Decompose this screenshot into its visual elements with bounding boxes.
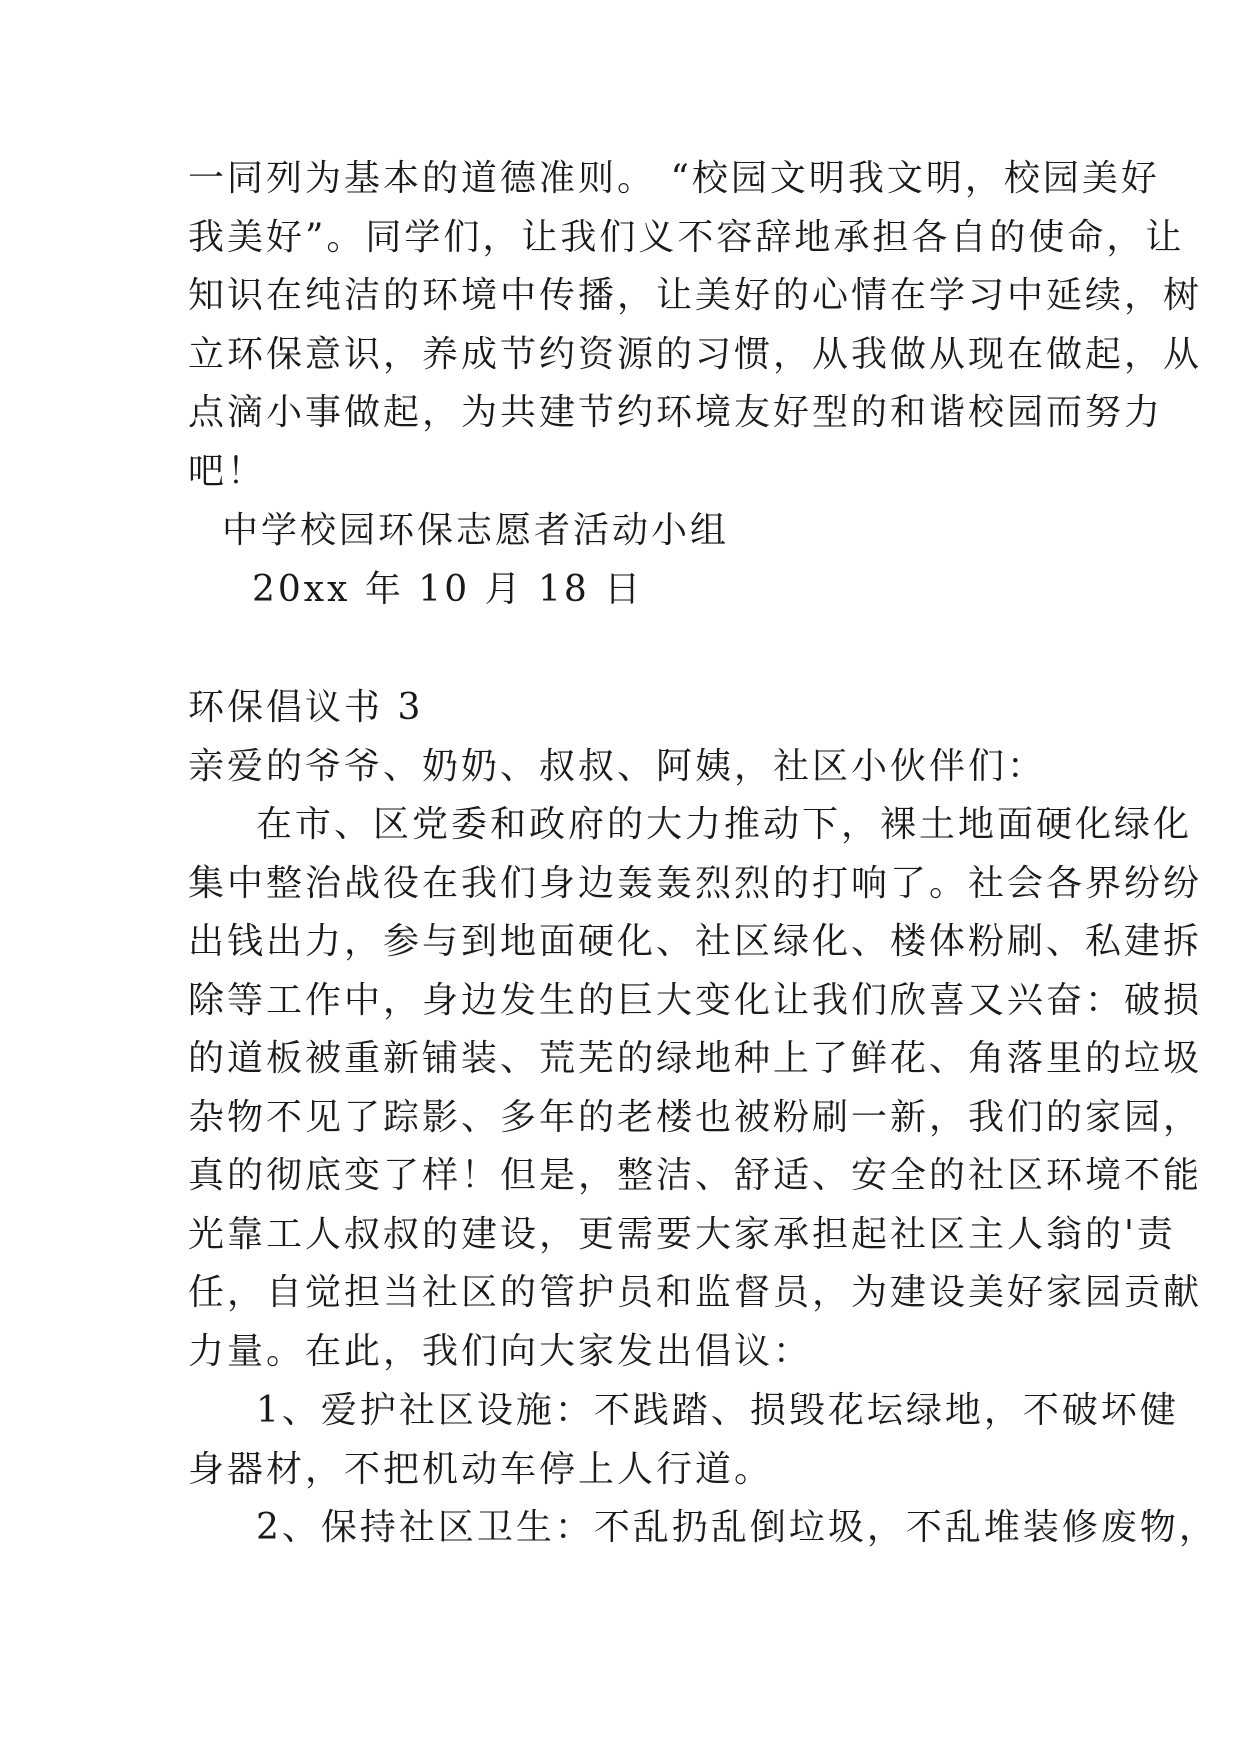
paragraph-line: 真的彻底变了样！但是，整洁、舒适、安全的社区环境不能 (188, 1155, 1203, 1196)
paragraph-line: 点滴小事做起，为共建节约环境友好型的和谐校园而努力 (188, 392, 1164, 433)
list-item-line: 身器材，不把机动车停上人行道。 (188, 1449, 774, 1490)
date: 20xx 年 10 月 18 日 (252, 569, 644, 610)
list-item-line: 1、爱护社区设施：不践踏、损毁花坛绿地，不破坏健 (256, 1390, 1179, 1431)
paragraph-line: 光靠工人叔叔的建设，更需要大家承担起社区主人翁的'责 (188, 1214, 1176, 1255)
paragraph-line: 我美好”。同学们，让我们义不容辞地承担各自的使命，让 (188, 217, 1185, 258)
paragraph-line: 任，自觉担当社区的管护员和监督员，为建设美好家园贡献 (188, 1272, 1203, 1313)
section-title: 环保倡议书 3 (188, 687, 424, 728)
paragraph-line: 一同列为基本的道德准则。 “校园文明我文明，校园美好 (188, 158, 1160, 199)
signature: 中学校园环保志愿者活动小组 (222, 510, 730, 551)
paragraph-line: 除等工作中，身边发生的巨大变化让我们欣喜又兴奋：破损 (188, 980, 1203, 1021)
paragraph-line: 力量。在此，我们向大家发出倡议： (188, 1331, 813, 1372)
paragraph-line: 的道板被重新铺装、荒芜的绿地种上了鲜花、角落里的垃圾 (188, 1038, 1203, 1079)
list-item-line: 2、保持社区卫生：不乱扔乱倒垃圾，不乱堆装修废物， (256, 1507, 1218, 1548)
paragraph-line: 吧！ (188, 451, 267, 492)
paragraph-line: 出钱出力，参与到地面硬化、社区绿化、楼体粉刷、私建拆 (188, 921, 1203, 962)
paragraph-line: 集中整治战役在我们身边轰轰烈烈的打响了。社会各界纷纷 (188, 863, 1203, 904)
paragraph-line: 立环保意识，养成节约资源的习惯，从我做从现在做起，从 (188, 334, 1203, 375)
paragraph-line: 在市、区党委和政府的大力推动下，裸土地面硬化绿化 (256, 804, 1193, 845)
salutation: 亲爱的爷爷、奶奶、叔叔、阿姨，社区小伙伴们： (188, 746, 1047, 787)
paragraph-line: 杂物不见了踪影、多年的老楼也被粉刷一新，我们的家园， (188, 1097, 1203, 1138)
paragraph-line: 知识在纯洁的环境中传播，让美好的心情在学习中延续，树 (188, 275, 1203, 316)
